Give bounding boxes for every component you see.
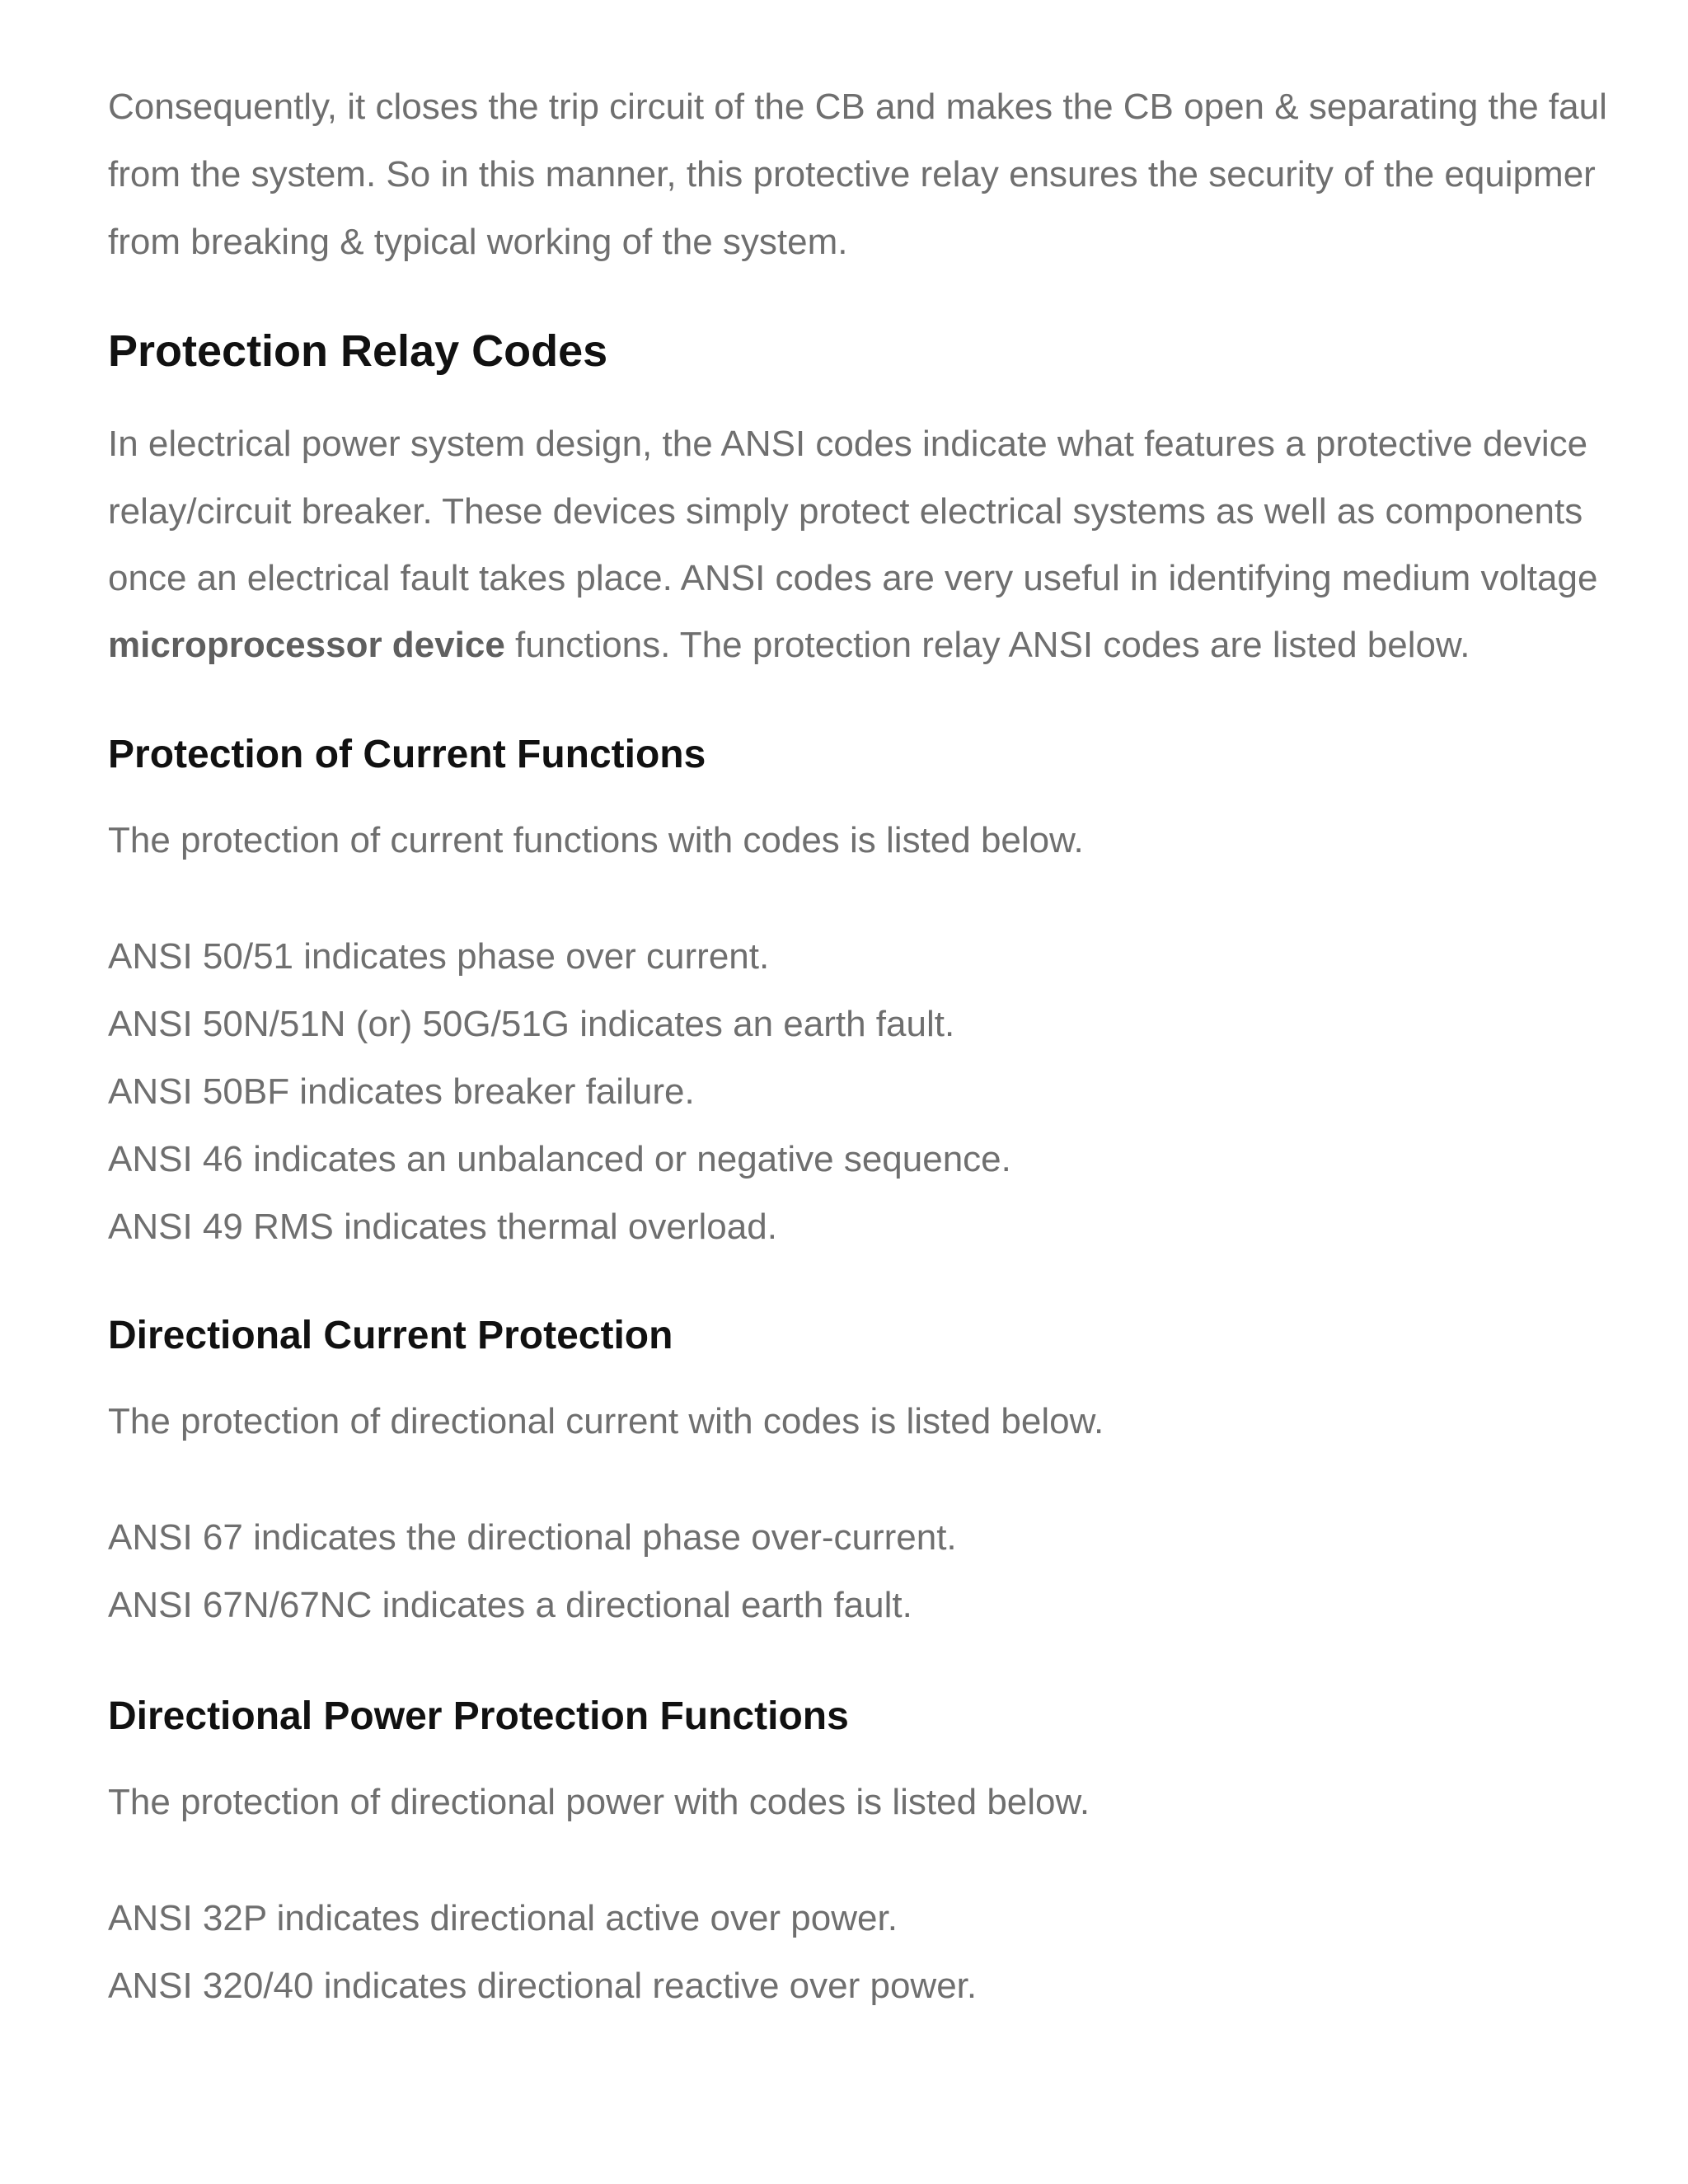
- heading-current-functions: Protection of Current Functions: [108, 733, 706, 776]
- relay-codes-line-1: In electrical power system design, the ANSI codes indicate what features a protective device: [108, 424, 1588, 464]
- current-functions-item: ANSI 50N/51N (or) 50G/51G indicates an earth fault.: [108, 1004, 955, 1044]
- directional-current-item: ANSI 67N/67NC indicates a directional earth fault.: [108, 1585, 912, 1625]
- intro-line-3: from breaking & typical working of the system.: [108, 222, 848, 262]
- relay-codes-line-2: relay/circuit breaker. These devices simply protect electrical systems as well as components: [108, 491, 1583, 532]
- directional-current-intro: The protection of directional current with codes is listed below.: [108, 1401, 1104, 1441]
- heading-directional-current: Directional Current Protection: [108, 1314, 673, 1357]
- relay-codes-line-4-text: functions. The protection relay ANSI codes are listed below.: [504, 625, 1470, 665]
- current-functions-item: ANSI 49 RMS indicates thermal overload.: [108, 1207, 777, 1247]
- directional-power-item: ANSI 32P indicates directional active over power.: [108, 1898, 898, 1938]
- current-functions-item: ANSI 50BF indicates breaker failure.: [108, 1071, 695, 1112]
- current-functions-item: ANSI 50/51 indicates phase over current.: [108, 936, 770, 977]
- current-functions-intro: The protection of current functions with codes is listed below.: [108, 820, 1084, 860]
- microprocessor-device-link[interactable]: microprocessor device: [108, 625, 505, 665]
- heading-protection-relay-codes: Protection Relay Codes: [108, 326, 608, 376]
- heading-directional-power: Directional Power Protection Functions: [108, 1694, 849, 1738]
- relay-codes-line-3: once an electrical fault takes place. ANSI codes are very useful in identifying medium voltage: [108, 558, 1598, 598]
- current-functions-item: ANSI 46 indicates an unbalanced or negative sequence.: [108, 1139, 1011, 1179]
- intro-line-2: from the system. So in this manner, this protective relay ensures the security of the equipmer: [108, 154, 1596, 194]
- intro-line-1: Consequently, it closes the trip circuit of the CB and makes the CB open & separating the faul: [108, 87, 1607, 127]
- directional-power-intro: The protection of directional power with codes is listed below.: [108, 1782, 1090, 1822]
- directional-current-item: ANSI 67 indicates the directional phase over-current.: [108, 1517, 957, 1558]
- relay-codes-line-4: [108, 621, 1470, 670]
- directional-power-item: ANSI 320/40 indicates directional reactive over power.: [108, 1966, 978, 2006]
